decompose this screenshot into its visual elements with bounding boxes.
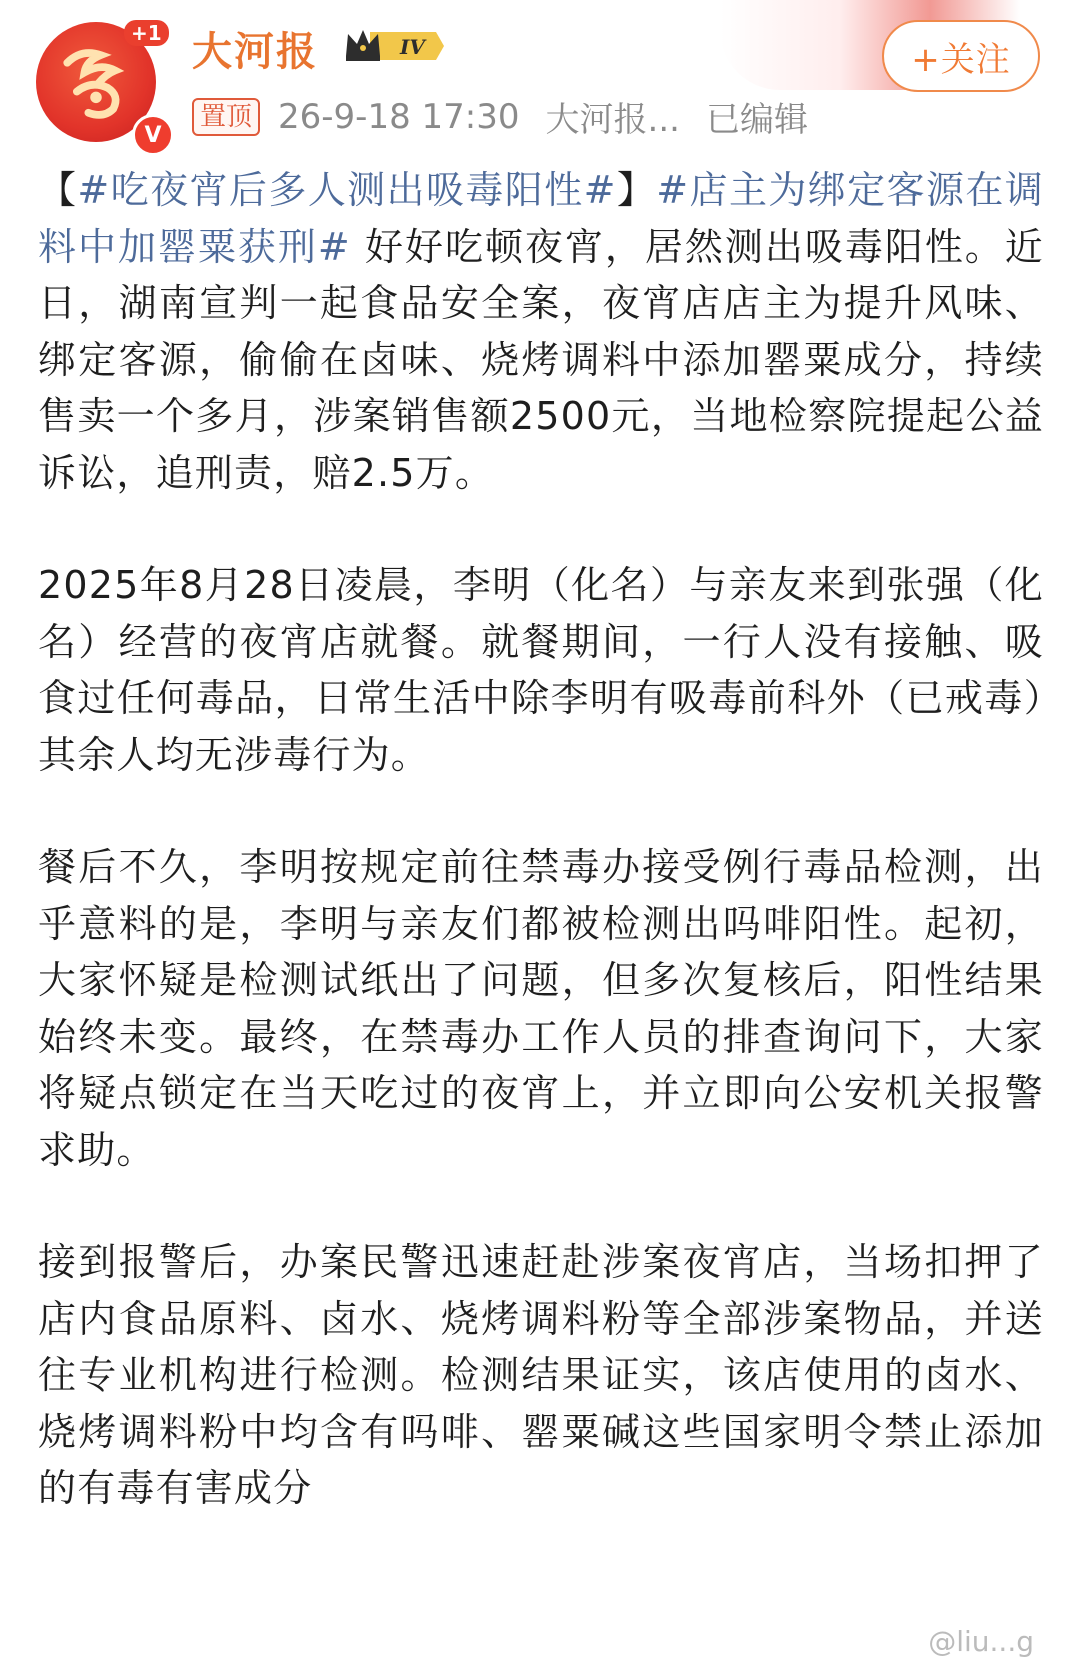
hashtag-2[interactable]: #店主为绑定客源在调料中加罂粟获刑# xyxy=(38,168,1045,269)
timestamp: 26-9-18 17:30 xyxy=(278,96,520,137)
notification-count: +1 xyxy=(124,20,169,46)
avatar[interactable] xyxy=(36,22,166,152)
bracket-open: 【 xyxy=(38,168,78,212)
paragraph-1-text: 好好吃顿夜宵，居然测出吸毒阳性。近日，湖南宣判一起食品安全案，夜宵店店主为提升风味、绑定客源，偷偷在卤味、烧烤调料中添加罂粟成分，持续售卖一个多月，涉案销售额2500元，当地检察院提起公益诉讼，追刑责，赔2.5万。 xyxy=(38,224,1044,495)
paragraph-2: 2025年8月28日凌晨，李明（化名）与亲友来到张强（化名）经营的夜宵店就餐。就餐期间，一行人没有接触、吸食过任何毒品，日常生活中除李明有吸毒前科外（已戒毒）其余人均无涉毒行为。 xyxy=(38,563,1044,777)
paragraph-3: 餐后不久，李明按规定前往禁毒办接受例行毒品检测，出乎意料的是，李明与亲友们都被检测出吗啡阳性。起初，大家怀疑是检测试纸出了问题，但多次复核后，阳性结果始终未变。最终，在禁毒办工作人员的排查询问下，大家将疑点锁定在当天吃过的夜宵上，并立即向公安机关报警求助。 xyxy=(38,845,1044,1172)
verified-icon: V xyxy=(132,114,174,156)
bracket-close: 】 xyxy=(616,168,657,212)
post-body xyxy=(38,162,1044,1573)
pinned-tag: 置顶 xyxy=(192,98,260,136)
post-source[interactable]: 大河报... xyxy=(545,100,680,140)
river-logo-icon xyxy=(48,34,144,130)
paragraph-4: 接到报警后，办案民警迅速赶赴涉案夜宵店，当场扣押了店内食品原料、卤水、烧烤调料粉等全部涉案物品，并送往专业机构进行检测。检测结果证实，该店使用的卤水、烧烤调料粉中均含有吗啡、罂粟碱这些国家明令禁止添加的有毒有害成分 xyxy=(38,1240,1044,1510)
follow-button[interactable]: +关注 xyxy=(882,20,1040,92)
paragraph-1 xyxy=(38,162,1044,501)
watermark: @liu...g xyxy=(922,1623,1040,1660)
level-badge-text: IV xyxy=(400,35,425,59)
edited-label[interactable]: 已编辑 xyxy=(705,100,808,140)
crown-icon xyxy=(340,24,448,68)
hashtag-1[interactable]: #吃夜宵后多人测出吸毒阳性# xyxy=(77,168,617,212)
post-header xyxy=(0,0,1080,150)
account-name[interactable]: 大河报 xyxy=(192,29,318,75)
post-meta xyxy=(192,92,808,141)
